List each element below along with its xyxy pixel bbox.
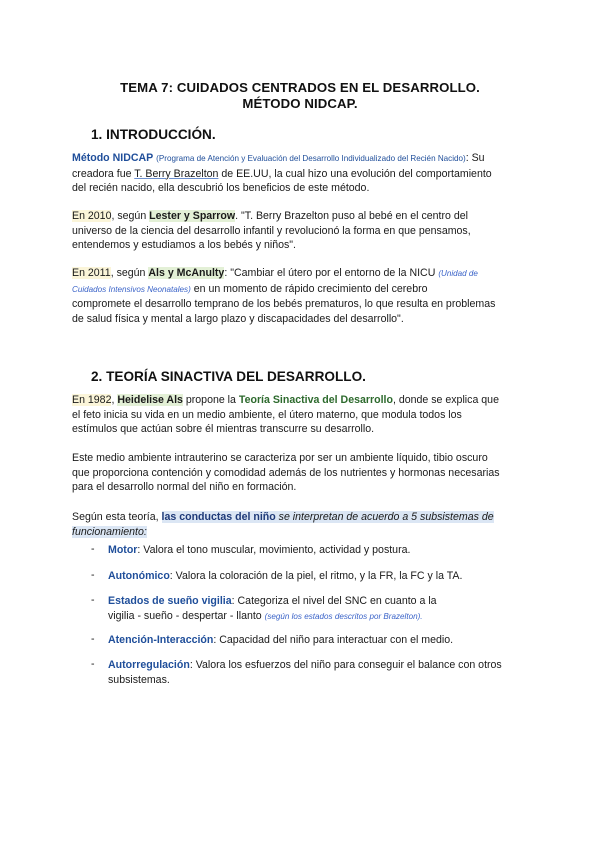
doc-title-line2: MÉTODO NIDCAP. (242, 96, 358, 111)
text: funcionamiento: (72, 525, 147, 538)
text: en un momento de rápido crecimiento del cerebro (190, 282, 428, 295)
text: : Valora los esfuerzos del niño para conseguir el balance con otros (189, 659, 502, 671)
text: propone la (182, 394, 239, 406)
section1-heading: 1. INTRODUCCIÓN. (91, 127, 216, 142)
conductas-term: las conductas del niño (161, 511, 276, 523)
brazelton-name: T. Berry Brazelton (134, 167, 219, 180)
text-line: entendemos y estudiamos a los bebés y niños". (72, 239, 297, 252)
subsystem-autonomico (108, 569, 528, 584)
bullet-dash: - (91, 594, 95, 606)
subsystem-estados (108, 594, 528, 624)
subsystem-term: Estados de sueño vigilia (108, 595, 232, 607)
subsystem-term: Autonómico (108, 570, 170, 582)
text: , (111, 394, 118, 406)
brazelton-note: (según los estados descritos por Brazelton). (264, 611, 423, 621)
text: , según (111, 210, 150, 222)
text: de EE.UU, la cual hizo una evolución del comportamiento (218, 167, 492, 180)
text-line: el feto inicia su vida en un medio ambiente, el útero materno, que modula todos los (72, 408, 462, 421)
subsystem-autorregulacion (108, 658, 528, 687)
nidcap-term: Método NIDCAP (72, 152, 154, 164)
subsystem-motor (108, 543, 528, 558)
text-line: del recién nacido, ella descubrió los beneficios de este método. (72, 182, 370, 195)
year-2011: En 2011 (72, 267, 111, 279)
bullet-dash: - (91, 658, 95, 670)
text-line: que proporciona contención y comodidad además de los nutrientes y hormonas necesarias (72, 466, 500, 479)
subsystem-term: Autorregulación (108, 659, 190, 671)
text: Según esta teoría, (72, 511, 162, 523)
section1-paragraph3 (72, 266, 526, 326)
author-lester-sparrow: Lester y Sparrow (149, 210, 236, 222)
section1-paragraph2 (72, 209, 526, 253)
subsystem-term: Motor (108, 544, 138, 556)
bullet-dash: - (91, 543, 95, 555)
text-line: compromete el desarrollo temprano de los bebés prematuros, lo que resulta en problemas (72, 298, 496, 311)
subsystem-term: Atención-Interacción (108, 634, 214, 646)
section2-paragraph2 (72, 451, 526, 495)
author-als-mcanulty: Als y McAnulty (148, 267, 225, 279)
theory-name: Teoría Sinactiva del Desarrollo (238, 394, 393, 406)
year-1982: En 1982 (72, 394, 112, 406)
text: . "T. Berry Brazelton puso al bebé en el centro del (235, 210, 468, 222)
text: : Su (465, 152, 485, 164)
doc-title-line1: TEMA 7: CUIDADOS CENTRADOS EN EL DESARROLLO. (120, 80, 480, 95)
text: se interpretan de acuerdo a 5 subsistemas de (275, 511, 494, 523)
text-line: de salud física y mental a largo plazo y discapacidades del desarrollo". (72, 312, 404, 325)
text-line: subsistemas. (108, 673, 170, 686)
nicu-expansion: Cuidados Intensivos Neonatales) (72, 284, 191, 294)
text: : Valora la coloración de la piel, el ritmo, y la FR, la FC y la TA. (169, 570, 463, 582)
section2-paragraph1 (72, 393, 526, 437)
section1-paragraph1 (72, 151, 526, 196)
text: , donde se explica que (392, 394, 499, 406)
section2-heading: 2. TEORÍA SINACTIVA DEL DESARROLLO. (91, 369, 366, 384)
text: : Capacidad del niño para interactuar con el medio. (213, 634, 454, 646)
year-2010: En 2010 (72, 210, 112, 222)
author-heidelise-als: Heidelise Als (117, 394, 183, 406)
text: vigilia - sueño - despertar - llanto (108, 609, 265, 622)
text: , según (110, 267, 149, 279)
text-line: para el desarrollo normal del niño en formación. (72, 481, 297, 494)
text: : "Cambiar el útero por el entorno de la NICU (224, 267, 439, 279)
text: : Categoriza el nivel del SNC en cuanto a la (231, 595, 437, 607)
text-line: universo de la ciencia del desarrollo infantil y revolucionó la forma en que pensamos, (72, 224, 471, 237)
nicu-expansion: (Unidad de (438, 269, 478, 278)
text-line: estímulos que actúan sobre él mientras transcurre su desarrollo. (72, 423, 375, 436)
bullet-dash: - (91, 633, 95, 645)
bullet-dash: - (91, 569, 95, 581)
nidcap-expansion: (Programa de Atención y Evaluación del Desarrollo Individualizado del Recién Nacido) (156, 154, 466, 163)
subsystem-atencion (108, 633, 528, 648)
section2-paragraph3 (72, 510, 526, 539)
text-line: Este medio ambiente intrauterino se caracteriza por ser un ambiente líquido, tibio oscuro (72, 452, 488, 464)
text: : Valora el tono muscular, movimiento, actividad y postura. (137, 544, 411, 556)
text: creadora fue (72, 167, 135, 180)
